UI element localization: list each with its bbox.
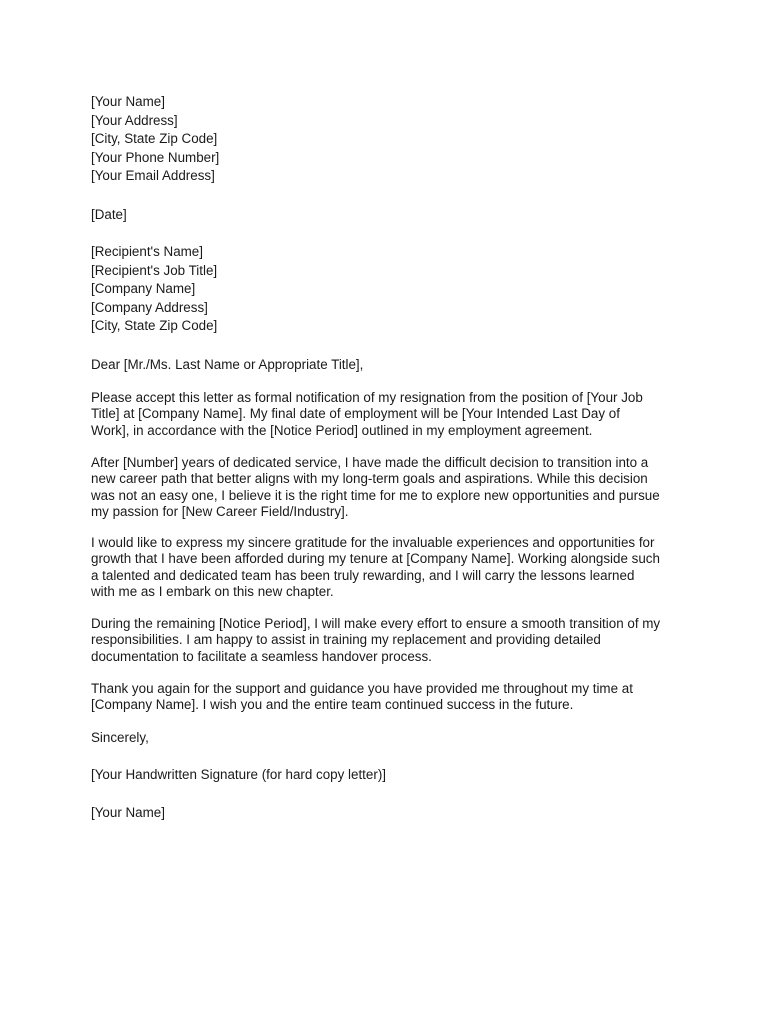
paragraph-line: After [Number] years of dedicated service, I have made the difficult decision to transition into a [91,455,649,470]
salutation: Dear [Mr./Ms. Last Name or Appropriate Title], [91,357,364,372]
recipient-city-state-zip: [City, State Zip Code] [91,318,218,334]
sender-phone: [Your Phone Number] [91,149,220,165]
sender-email: [Your Email Address] [91,168,215,184]
closing: Sincerely, [91,730,149,745]
paragraph-line: Work], in accordance with the [Notice Period] outlined in my employment agreement. [91,422,593,438]
body-paragraph-5 [91,681,691,714]
recipient-company-address: [Company Address] [91,299,208,315]
paragraph-line: new career path that better aligns with my long-term goals and aspirations. While this decision [91,471,648,487]
body-paragraph-2 [91,455,691,520]
sender-address: [Your Address] [91,112,178,128]
paragraph-line: Thank you again for the support and guidance you have provided me throughout my time at [91,681,633,696]
paragraph-line: I would like to express my sincere gratitude for the invaluable experiences and opportunities for [91,535,655,550]
recipient-block [91,243,691,336]
paragraph-line: a talented and dedicated team has been truly rewarding, and I will carry the lessons learned [91,567,635,583]
recipient-name: [Recipient's Name] [91,244,203,259]
paragraph-line: documentation to facilitate a seamless handover process. [91,648,432,664]
letter-date: [Date] [91,207,127,222]
paragraph-line: Title] at [Company Name]. My final date of employment will be [Your Intended Last Day of [91,406,620,422]
paragraph-line: responsibilities. I am happy to assist in training my replacement and providing detailed [91,632,601,648]
paragraph-line: with me as I embark on this new chapter. [91,583,334,599]
body-paragraph-3 [91,535,691,600]
paragraph-line: growth that I have been afforded during my tenure at [Company Name]. Working alongside such [91,551,660,567]
paragraph-line: Please accept this letter as formal notification of my resignation from the position of [Your Job [91,390,643,405]
paragraph-line: [Company Name]. I wish you and the entire team continued success in the future. [91,697,574,713]
signer-name: [Your Name] [91,805,165,820]
paragraph-line: was not an easy one, I believe it is the right time for me to explore new opportunities and pursue [91,487,660,503]
paragraph-line: my passion for [New Career Field/Industry]. [91,503,349,519]
signature-placeholder: [Your Handwritten Signature (for hard copy letter)] [91,767,386,782]
sender-name: [Your Name] [91,94,165,109]
recipient-company-name: [Company Name] [91,281,196,297]
sender-block [91,93,691,186]
paragraph-line: During the remaining [Notice Period], I will make every effort to ensure a smooth transition of my [91,616,661,631]
body-paragraph-4 [91,616,691,665]
recipient-job-title: [Recipient's Job Title] [91,262,218,278]
sender-city-state-zip: [City, State Zip Code] [91,131,218,147]
body-paragraph-1 [91,390,691,439]
